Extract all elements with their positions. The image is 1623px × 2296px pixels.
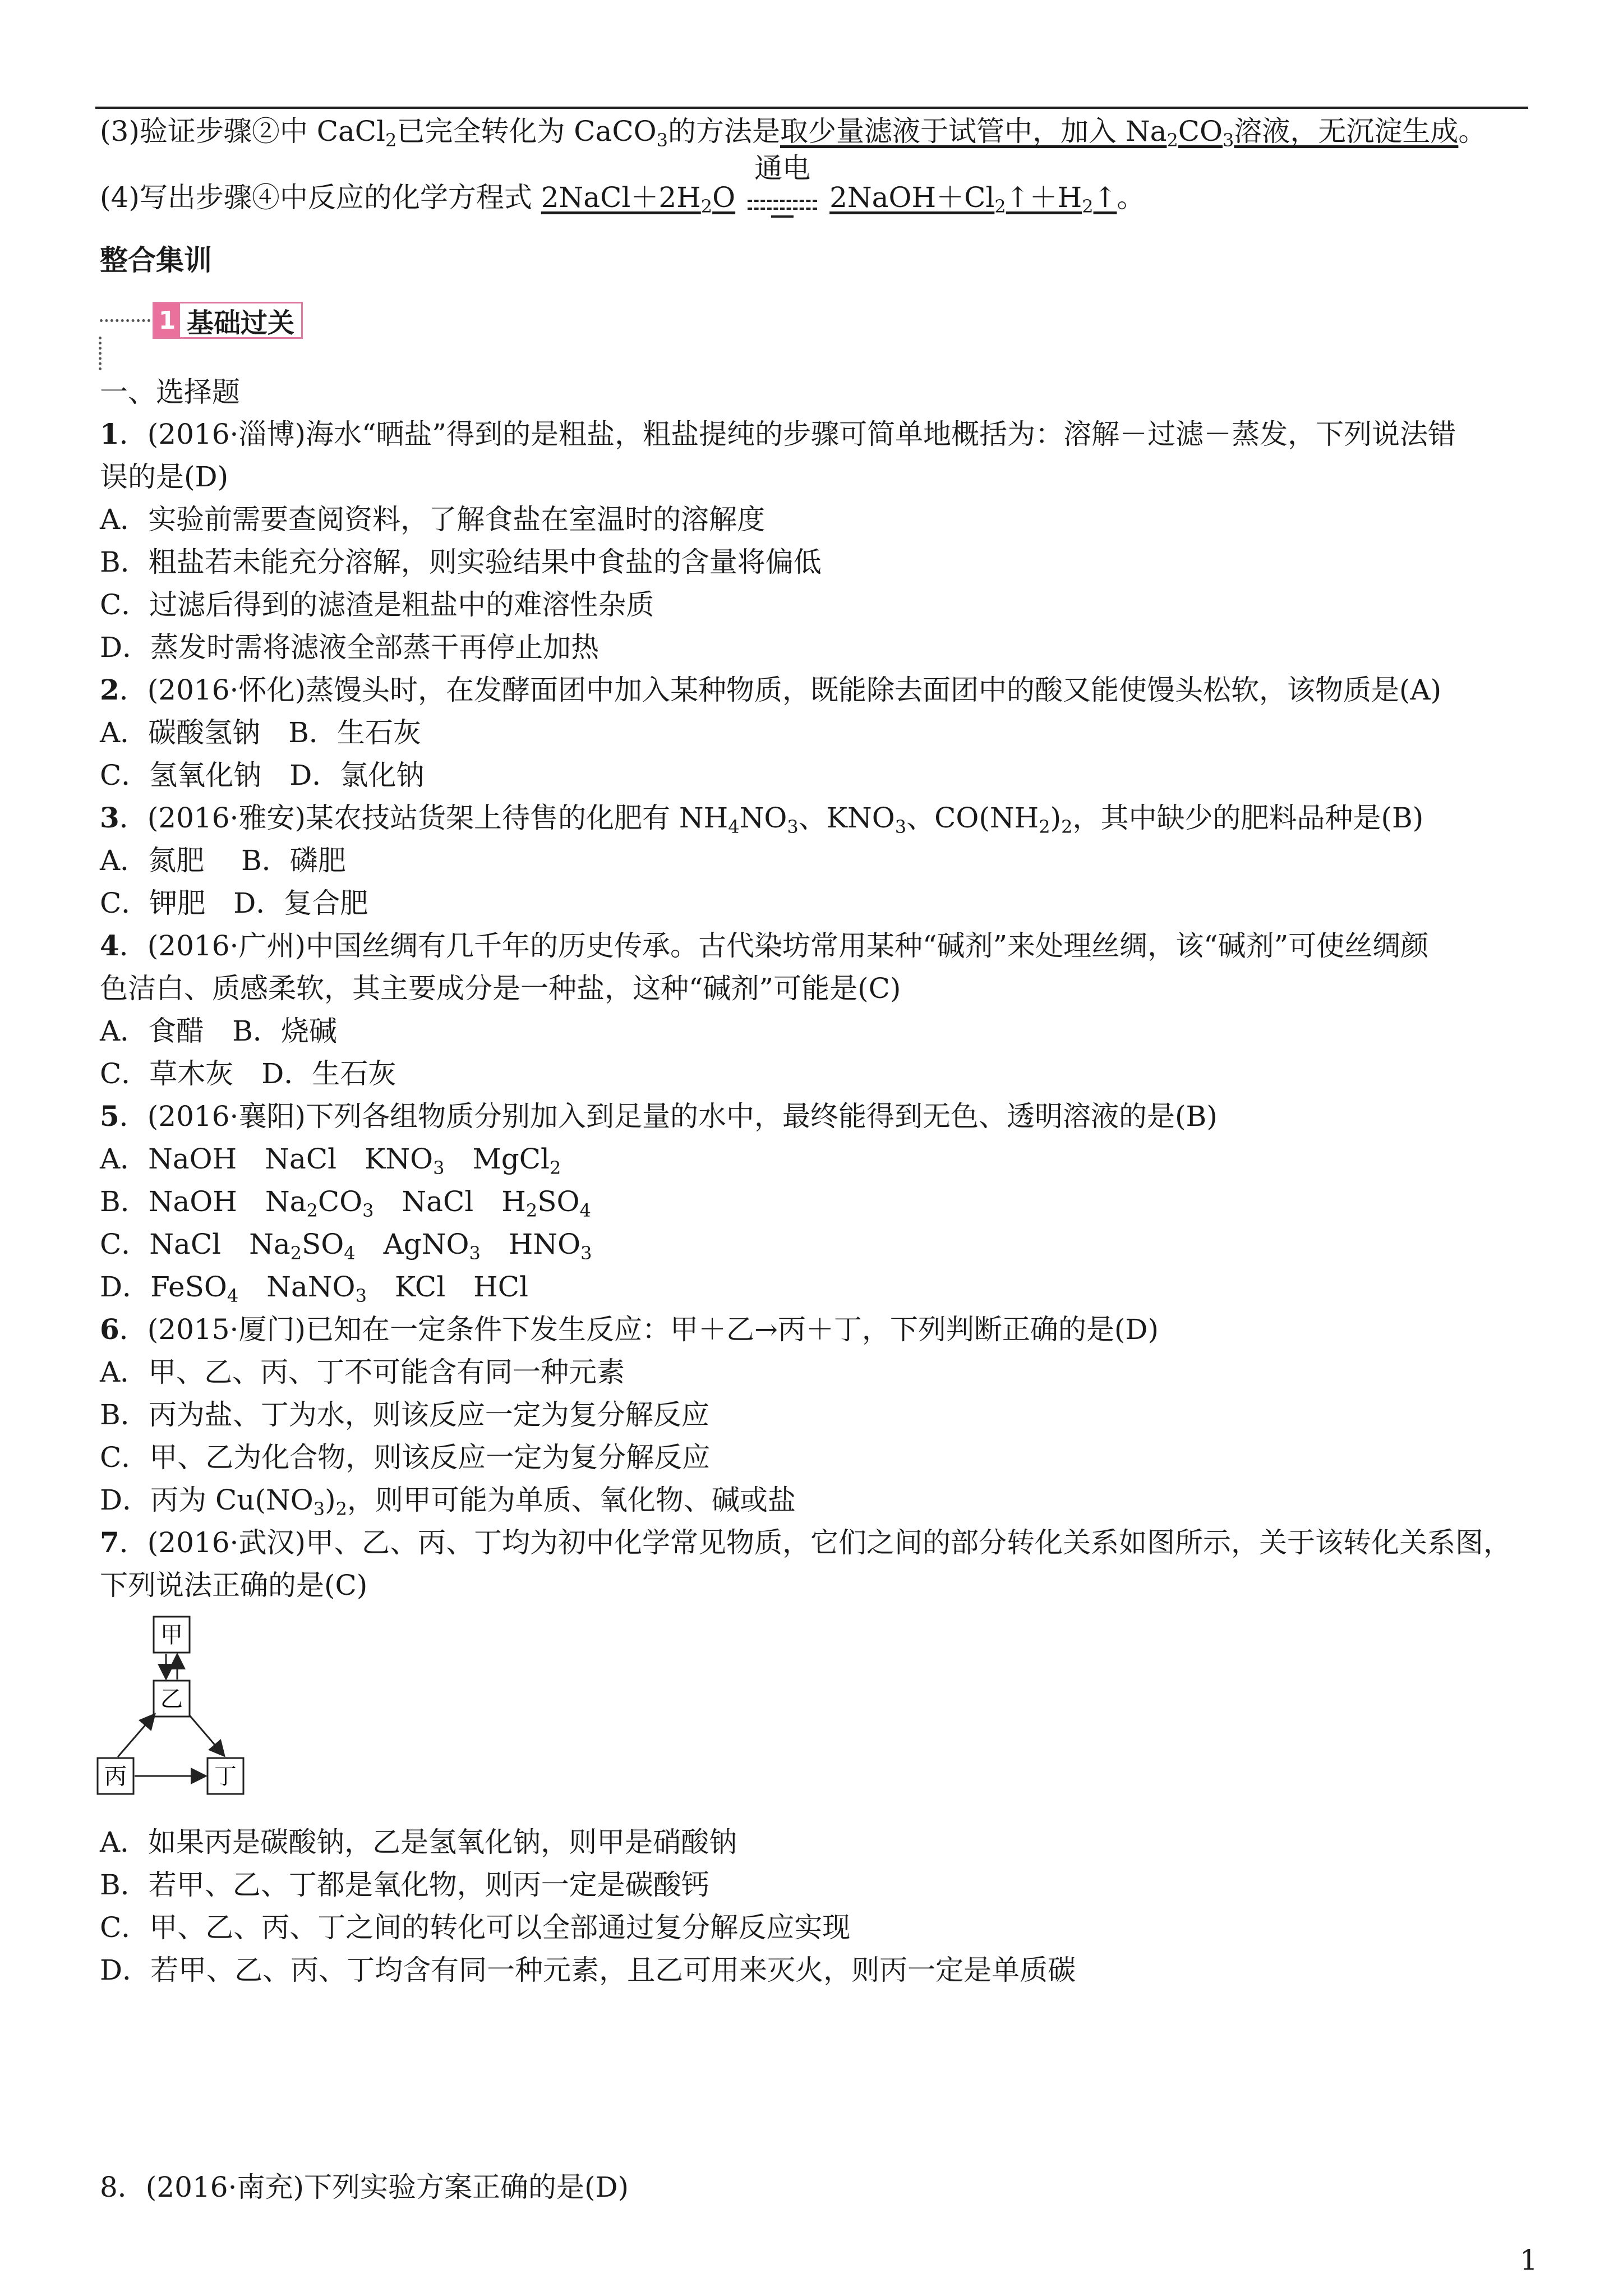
q6-stem: 6．(2015·厦门)已知在一定条件下发生反应：甲＋乙→丙＋丁，下列判断正确的是(D) [100, 1313, 1159, 1346]
section-title: 整合集训 [100, 244, 212, 277]
header-rule [95, 107, 1528, 109]
item-3-line: (3)验证步骤②中 CaCl$_2$已完全转化为 CaCO$_3$的方法是取少量滤液于试管中，加入 $Na_2CO_3$溶液，无沉淀生成。 [100, 115, 1487, 151]
q6-option-b: B．丙为盐、丁为水，则该反应一定为复分解反应 [100, 1398, 709, 1431]
node-jia-label: 甲 [160, 1622, 183, 1648]
badge-number: 1 [154, 303, 180, 337]
q7-stem-line1: 7．(2016·武汉)甲、乙、丙、丁均为初中化学常见物质，它们之间的部分转化关系如图所示，关于该转化关系图， [100, 1526, 1511, 1559]
q7-option-a: A．如果丙是碳酸钠，乙是氢氧化钠，则甲是硝酸钠 [100, 1826, 737, 1858]
q1-option-a: A．实验前需要查阅资料，了解食盐在室温时的溶解度 [100, 503, 766, 536]
q3-stem: 3．(2016·雅安)某农技站货架上待售的化肥有 $NH_4NO_3$、$KNO_3$、$CO(NH_2)_2$，其中缺少的肥料品种是(B) [100, 801, 1424, 838]
q8-stem: 8．(2016·南充)下列实验方案正确的是(D) [100, 2171, 629, 2203]
q5-option-a: A．NaOH NaCl $KNO_3$ MgCl$_2$ [100, 1143, 561, 1179]
q2-options-ab: A．碳酸氢钠 B．生石灰 [100, 716, 421, 749]
q5-option-d: D．FeSO$_4$ NaNO$_3$ KCl HCl [100, 1271, 529, 1306]
q6-option-a: A．甲、乙、丙、丁不可能含有同一种元素 [100, 1356, 625, 1388]
q1-stem-line2: 误的是(D) [100, 461, 229, 493]
q6-option-c: C．甲、乙为化合物，则该反应一定为复分解反应 [100, 1441, 711, 1474]
electrolysis-condition: 通电 [743, 178, 822, 217]
q2-stem: 2．(2016·怀化)蒸馒头时，在发酵面团中加入某种物质，既能除去面团中的酸又能使馒头松软，该物质是(A) [100, 673, 1442, 706]
q2-options-cd: C．氢氧化钠 D．氯化钠 [100, 759, 425, 792]
q3-options-ab: A．氮肥 B．磷肥 [100, 844, 346, 877]
arrow-yi-to-ding [190, 1715, 223, 1755]
item-4-line: (4)写出步骤④中反应的化学方程式 $2NaCl+2H_2O$ 通电 $2NaOH+Cl_2↑+H_2↑$。 [100, 152, 1145, 217]
badge-label: 基础过关 [187, 307, 295, 339]
item-3-prefix: (3)验证步骤②中 CaCl [100, 115, 386, 148]
q7-option-c: C．甲、乙、丙、丁之间的转化可以全部通过复分解反应实现 [100, 1911, 851, 1944]
arrow-bing-to-yi [118, 1715, 154, 1757]
equation-left: $2NaCl+2H_2O$ [541, 181, 736, 217]
q4-options-cd: C．草木灰 D．生石灰 [100, 1057, 396, 1090]
part-heading: 一、选择题 [100, 376, 240, 408]
equation-right: $2NaOH+Cl_2↑+H_2↑$ [829, 181, 1117, 217]
q1-option-c: C．过滤后得到的滤渣是粗盐中的难溶性杂质 [100, 588, 654, 621]
q1-option-b: B．粗盐若未能充分溶解，则实验结果中食盐的含量将偏低 [100, 546, 822, 578]
q3-options-cd: C．钾肥 D．复合肥 [100, 887, 368, 919]
q5-option-c: C．NaCl $Na_2SO_4$ AgNO$_3$ $HNO_3$ [100, 1228, 592, 1264]
q7-stem-line2: 下列说法正确的是(C) [100, 1569, 368, 1602]
node-bing-label: 丙 [104, 1764, 127, 1789]
q6-option-d: D．丙为 $Cu(NO_3)_2$，则甲可能为单质、氧化物、碱或盐 [100, 1484, 796, 1520]
q5-stem: 5．(2016·襄阳)下列各组物质分别加入到足量的水中，最终能得到无色、透明溶液的是(B) [100, 1099, 1218, 1133]
q4-options-ab: A．食醋 B．烧碱 [100, 1015, 337, 1047]
q1-stem-line1: 1．(2016·淄博)海水“晒盐”得到的是粗盐，粗盐提纯的步骤可简单地概括为：溶解－过滤－蒸发，下列说法错 [100, 417, 1456, 450]
q7-option-b: B．若甲、乙、丁都是氧化物，则丙一定是碳酸钙 [100, 1869, 709, 1901]
conversion-diagram [95, 1616, 264, 1818]
page-number: 1 [1520, 2244, 1538, 2276]
node-yi-label: 乙 [160, 1686, 183, 1712]
q4-stem-line2: 色洁白、质感柔软，其主要成分是一种盐，这种“碱剂”可能是(C) [100, 972, 901, 1005]
item-3-answer: 取少量滤液于试管中，加入 $Na_2CO_3$溶液，无沉淀生成 [780, 115, 1459, 151]
q7-option-d: D．若甲、乙、丙、丁均含有同一种元素，且乙可用来灭火，则丙一定是单质碳 [100, 1954, 1076, 1986]
q5-option-b: B．NaOH $Na_2CO_3$ NaCl $H_2SO_4$ [100, 1185, 591, 1221]
node-ding-label: 丁 [214, 1764, 237, 1789]
section-badge [100, 300, 303, 341]
q4-stem-line1: 4．(2016·广州)中国丝绸有几千年的历史传承。古代染坊常用某种“碱剂”来处理丝绸，该“碱剂”可使丝绸颜 [100, 929, 1429, 962]
q1-option-d: D．蒸发时需将滤液全部蒸干再停止加热 [100, 631, 600, 664]
